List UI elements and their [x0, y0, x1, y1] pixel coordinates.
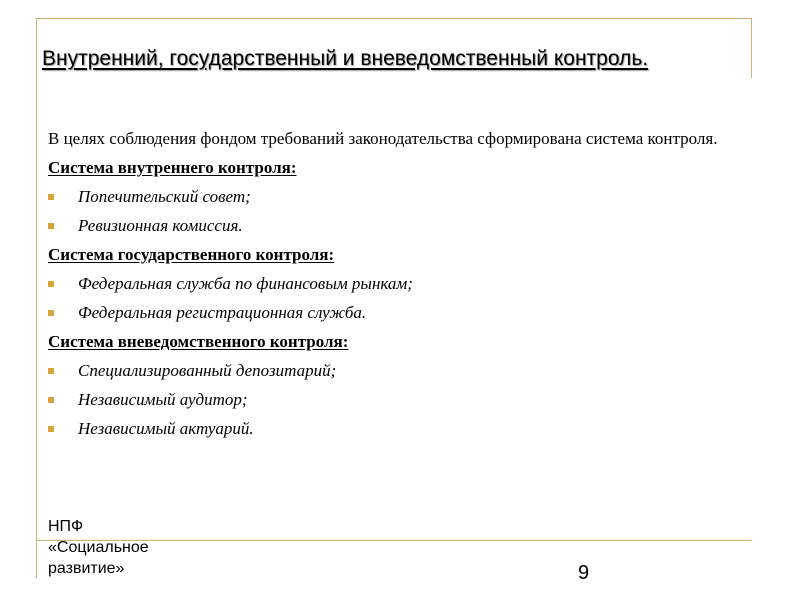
list-item-text: Федеральная регистрационная служба. [78, 303, 367, 322]
bullet-square-icon [48, 223, 54, 229]
list-item [48, 298, 748, 327]
decor-vertical-line [36, 18, 37, 578]
bullet-square-icon [48, 194, 54, 200]
list-item [48, 385, 748, 414]
list-item-text: Независимый аудитор; [78, 390, 248, 409]
list-item-text: Независимый актуарий. [78, 419, 254, 438]
decor-top-line [36, 18, 752, 19]
footer-organization [48, 516, 208, 579]
page-number: 9 [578, 562, 590, 584]
footer-line: развитие» [48, 560, 125, 577]
list-item [48, 182, 748, 211]
section-heading-external: Система вневедомственного контроля: [48, 332, 349, 351]
bullet-square-icon [48, 281, 54, 287]
slide-title: Внутренний, государственный и вневедомственный контроль. [42, 47, 649, 70]
bullet-square-icon [48, 426, 54, 432]
footer-line: «Социальное [48, 539, 149, 556]
list-item [48, 356, 748, 385]
slide-content [48, 124, 748, 443]
list-item-text: Попечительский совет; [78, 187, 251, 206]
list-item-text: Ревизионная комиссия. [78, 216, 243, 235]
list-item [48, 211, 748, 240]
list-item-text: Федеральная служба по финансовым рынкам; [78, 274, 413, 293]
bullet-square-icon [48, 397, 54, 403]
intro-paragraph: В целях соблюдения фондом требований законодательства сформирована система контроля. [48, 129, 718, 148]
section-heading-internal: Система внутреннего контроля: [48, 158, 297, 177]
list-item-text: Специализированный депозитарий; [78, 361, 337, 380]
list-item [48, 414, 748, 443]
bullet-square-icon [48, 310, 54, 316]
footer-line: НПФ [48, 518, 84, 535]
bullet-square-icon [48, 368, 54, 374]
section-heading-state: Система государственного контроля: [48, 245, 335, 264]
list-item [48, 269, 748, 298]
